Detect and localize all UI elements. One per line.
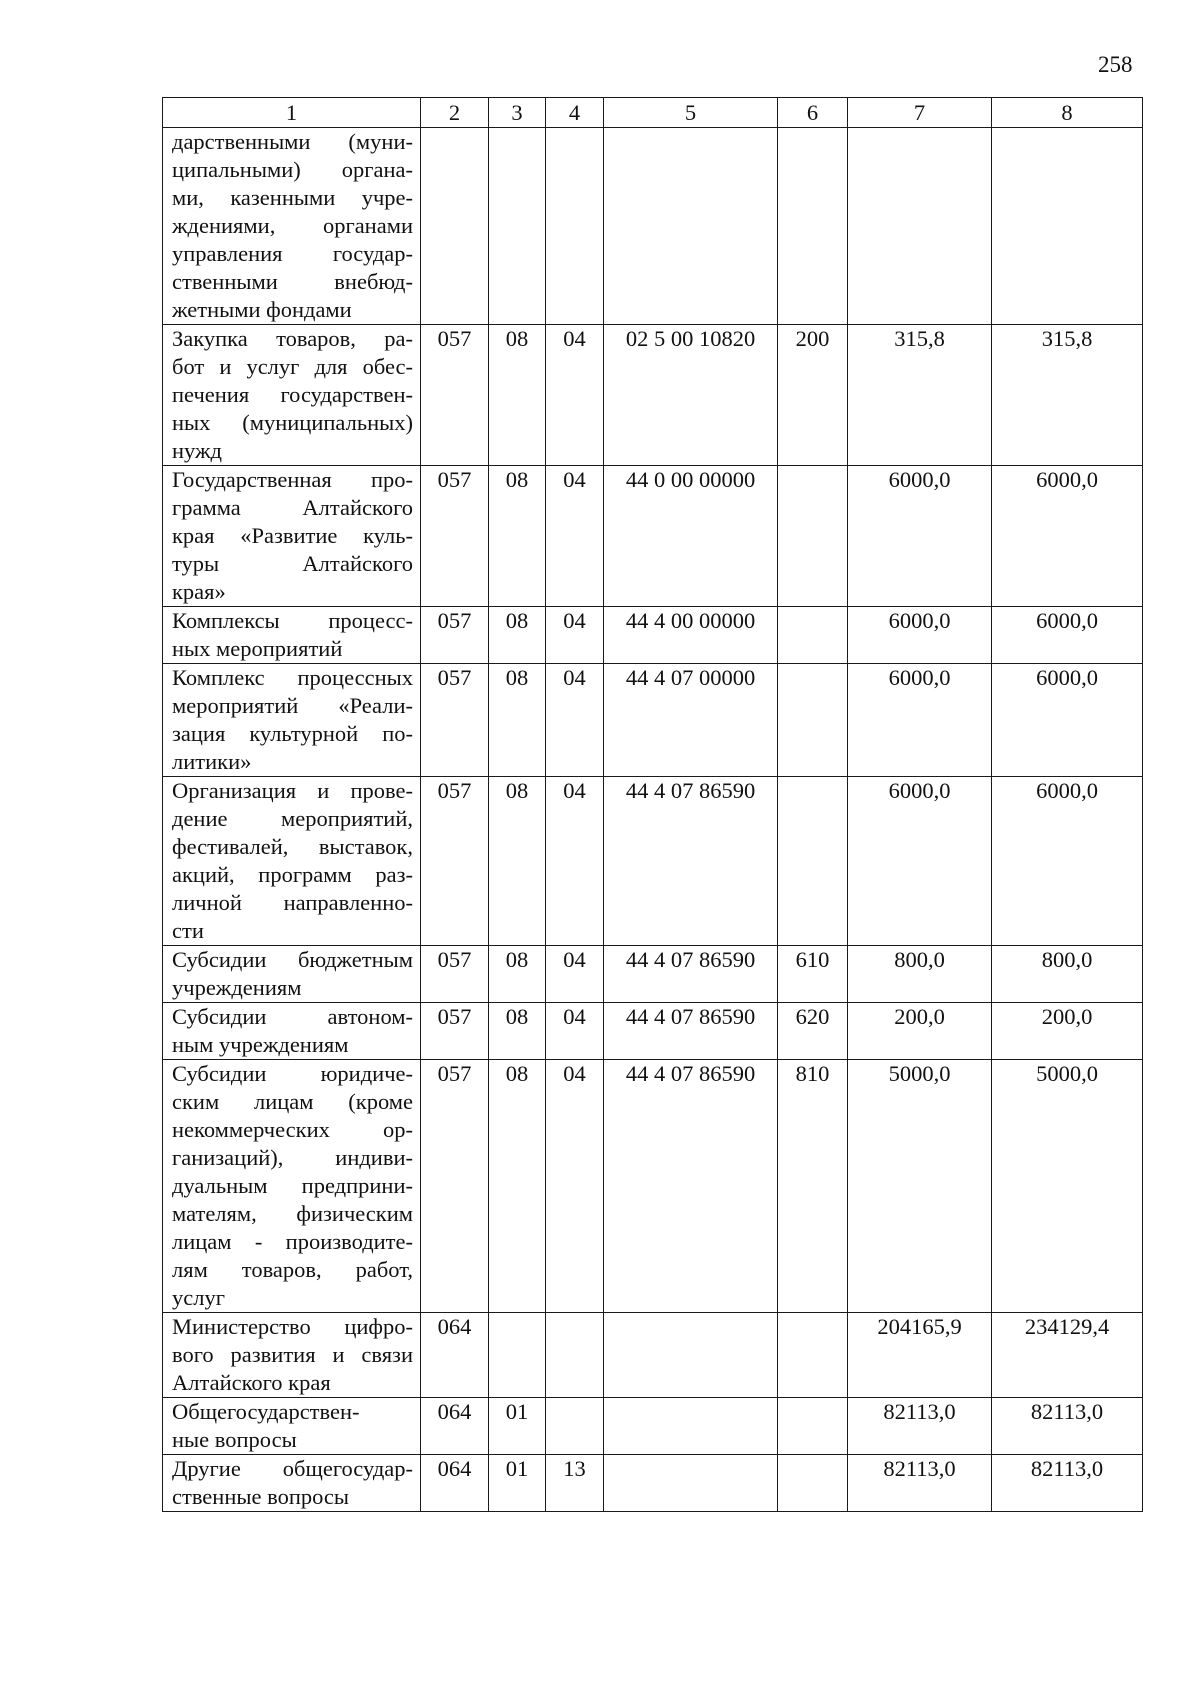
- cell-item-name: [163, 1060, 421, 1313]
- column-header: 2: [421, 98, 489, 128]
- cell-section: 01: [489, 1455, 546, 1512]
- item-name-line: услуг: [172, 1285, 225, 1310]
- cell-expense-type: 610: [778, 946, 848, 1003]
- header-row: [163, 98, 1143, 128]
- item-name-line: бот и услуг для обес-: [172, 354, 413, 379]
- cell-section: 08: [489, 466, 546, 607]
- table-row: [163, 1060, 1143, 1313]
- cell-expense-type: [778, 664, 848, 777]
- cell-section: 08: [489, 1060, 546, 1313]
- item-name-line: ных (муниципальных): [172, 410, 413, 435]
- cell-admin-code: 057: [421, 777, 489, 946]
- cell-admin-code: 064: [421, 1313, 489, 1398]
- cell-amount-year2: 315,8: [992, 325, 1143, 466]
- item-name-line: ственные вопросы: [172, 1484, 350, 1509]
- column-header: 6: [778, 98, 848, 128]
- column-header: 3: [489, 98, 546, 128]
- table-row: [163, 128, 1143, 325]
- cell-item-name: [163, 1455, 421, 1512]
- table-row: [163, 946, 1143, 1003]
- cell-target-article: 02 5 00 10820: [604, 325, 778, 466]
- cell-amount-year1: 204165,9: [848, 1313, 992, 1398]
- table-row: [163, 1398, 1143, 1455]
- cell-expense-type: 810: [778, 1060, 848, 1313]
- cell-subsection: 04: [546, 946, 604, 1003]
- item-name-line: Субсидии юридиче-: [172, 1061, 413, 1086]
- cell-expense-type: 620: [778, 1003, 848, 1060]
- cell-amount-year1: 6000,0: [848, 607, 992, 664]
- item-name-line: сти: [172, 918, 204, 943]
- item-name-line: нужд: [172, 438, 222, 463]
- table-row: [163, 607, 1143, 664]
- cell-amount-year2: 800,0: [992, 946, 1143, 1003]
- cell-subsection: 04: [546, 607, 604, 664]
- table-row: [163, 1313, 1143, 1398]
- table-row: [163, 664, 1143, 777]
- cell-amount-year2: 200,0: [992, 1003, 1143, 1060]
- cell-target-article: [604, 1398, 778, 1455]
- item-name-line: литики»: [172, 749, 252, 774]
- cell-item-name: [163, 1313, 421, 1398]
- item-name-line: ми, казенными учре-: [172, 185, 413, 210]
- cell-amount-year1: 6000,0: [848, 664, 992, 777]
- cell-amount-year2: 6000,0: [992, 607, 1143, 664]
- table-row: [163, 1003, 1143, 1060]
- cell-expense-type: [778, 1398, 848, 1455]
- cell-admin-code: 057: [421, 946, 489, 1003]
- cell-subsection: 04: [546, 1003, 604, 1060]
- cell-admin-code: 057: [421, 664, 489, 777]
- cell-amount-year2: 82113,0: [992, 1398, 1143, 1455]
- cell-subsection: 04: [546, 1060, 604, 1313]
- item-name-line: края»: [172, 579, 226, 604]
- cell-section: [489, 1313, 546, 1398]
- column-header: 8: [992, 98, 1143, 128]
- cell-section: 08: [489, 325, 546, 466]
- cell-item-name: [163, 946, 421, 1003]
- cell-amount-year2: 5000,0: [992, 1060, 1143, 1313]
- cell-item-name: [163, 1398, 421, 1455]
- cell-amount-year1: 6000,0: [848, 777, 992, 946]
- item-name-line: края «Развитие куль-: [172, 523, 413, 548]
- cell-section: 08: [489, 777, 546, 946]
- cell-subsection: 04: [546, 777, 604, 946]
- cell-section: 01: [489, 1398, 546, 1455]
- cell-item-name: [163, 325, 421, 466]
- cell-amount-year1: 82113,0: [848, 1455, 992, 1512]
- item-name-line: ные вопросы: [172, 1427, 297, 1452]
- cell-target-article: [604, 128, 778, 325]
- item-name-line: управления государ-: [172, 241, 413, 266]
- item-name-line: лицам - производите-: [172, 1229, 413, 1254]
- table-row: [163, 466, 1143, 607]
- cell-section: 08: [489, 946, 546, 1003]
- cell-target-article: 44 4 07 86590: [604, 946, 778, 1003]
- cell-admin-code: 057: [421, 607, 489, 664]
- item-name-line: ганизаций), индиви-: [172, 1145, 413, 1170]
- cell-expense-type: [778, 128, 848, 325]
- cell-item-name: [163, 777, 421, 946]
- cell-expense-type: [778, 1455, 848, 1512]
- item-name-line: учреждениям: [172, 975, 302, 1000]
- cell-amount-year2: 6000,0: [992, 777, 1143, 946]
- cell-target-article: [604, 1313, 778, 1398]
- cell-item-name: [163, 128, 421, 325]
- item-name-line: мателям, физическим: [172, 1201, 413, 1226]
- cell-amount-year1: 315,8: [848, 325, 992, 466]
- page-number: 258: [1098, 52, 1133, 77]
- cell-subsection: 04: [546, 325, 604, 466]
- item-name-line: дарственными (муни-: [172, 129, 413, 154]
- column-header: 5: [604, 98, 778, 128]
- item-name-line: Комплекс процессных: [172, 665, 413, 690]
- cell-amount-year1: 800,0: [848, 946, 992, 1003]
- item-name-line: дуальным предприни-: [172, 1173, 413, 1198]
- item-name-line: зация культурной по-: [172, 721, 413, 746]
- cell-subsection: 13: [546, 1455, 604, 1512]
- item-name-line: ных мероприятий: [172, 636, 343, 661]
- cell-amount-year2: [992, 128, 1143, 325]
- item-name-line: Субсидии автоном-: [172, 1004, 413, 1029]
- item-name-line: печения государствен-: [172, 382, 413, 407]
- item-name-line: туры Алтайского: [172, 551, 413, 576]
- cell-amount-year2: 6000,0: [992, 466, 1143, 607]
- cell-target-article: [604, 1455, 778, 1512]
- item-name-line: лям товаров, работ,: [172, 1257, 413, 1282]
- item-name-line: акций, программ раз-: [172, 862, 413, 887]
- cell-amount-year1: 6000,0: [848, 466, 992, 607]
- item-name-line: Организация и прове-: [172, 778, 413, 803]
- cell-subsection: [546, 128, 604, 325]
- cell-amount-year2: 82113,0: [992, 1455, 1143, 1512]
- item-name-line: грамма Алтайского: [172, 495, 413, 520]
- column-header: 7: [848, 98, 992, 128]
- cell-amount-year1: 82113,0: [848, 1398, 992, 1455]
- item-name-line: Министерство цифро-: [172, 1314, 413, 1339]
- cell-amount-year1: [848, 128, 992, 325]
- cell-section: 08: [489, 664, 546, 777]
- table-body: [163, 128, 1143, 1512]
- cell-amount-year2: 234129,4: [992, 1313, 1143, 1398]
- cell-item-name: [163, 607, 421, 664]
- cell-target-article: 44 4 07 86590: [604, 1003, 778, 1060]
- item-name-line: некоммерческих ор-: [172, 1117, 413, 1142]
- item-name-line: Комплексы процесс-: [172, 608, 413, 633]
- table-row: [163, 1455, 1143, 1512]
- item-name-line: мероприятий «Реали-: [172, 693, 413, 718]
- item-name-line: Государственная про-: [172, 467, 413, 492]
- cell-expense-type: [778, 466, 848, 607]
- column-header: 1: [163, 98, 421, 128]
- cell-subsection: [546, 1398, 604, 1455]
- item-name-line: дение мероприятий,: [172, 806, 413, 831]
- cell-item-name: [163, 1003, 421, 1060]
- cell-expense-type: [778, 777, 848, 946]
- cell-item-name: [163, 466, 421, 607]
- cell-target-article: 44 4 07 86590: [604, 777, 778, 946]
- item-name-line: ждениями, органами: [172, 213, 413, 238]
- cell-admin-code: 064: [421, 1398, 489, 1455]
- cell-admin-code: 057: [421, 466, 489, 607]
- column-header: 4: [546, 98, 604, 128]
- cell-expense-type: 200: [778, 325, 848, 466]
- cell-expense-type: [778, 1313, 848, 1398]
- table-row: [163, 777, 1143, 946]
- cell-item-name: [163, 664, 421, 777]
- cell-admin-code: 064: [421, 1455, 489, 1512]
- cell-section: 08: [489, 1003, 546, 1060]
- cell-target-article: 44 0 00 00000: [604, 466, 778, 607]
- item-name-line: ципальными) органа-: [172, 157, 413, 182]
- cell-subsection: 04: [546, 466, 604, 607]
- item-name-line: Закупка товаров, ра-: [172, 326, 413, 351]
- cell-amount-year2: 6000,0: [992, 664, 1143, 777]
- item-name-line: личной направленно-: [172, 890, 413, 915]
- item-name-line: ским лицам (кроме: [172, 1089, 413, 1114]
- item-name-line: Общегосударствен-: [172, 1399, 360, 1424]
- item-name-line: жетными фондами: [172, 297, 352, 322]
- cell-section: [489, 128, 546, 325]
- cell-target-article: 44 4 00 00000: [604, 607, 778, 664]
- cell-admin-code: 057: [421, 1060, 489, 1313]
- cell-admin-code: [421, 128, 489, 325]
- cell-subsection: [546, 1313, 604, 1398]
- cell-expense-type: [778, 607, 848, 664]
- item-name-line: ным учреждениям: [172, 1032, 349, 1057]
- cell-subsection: 04: [546, 664, 604, 777]
- cell-amount-year1: 200,0: [848, 1003, 992, 1060]
- cell-admin-code: 057: [421, 1003, 489, 1060]
- item-name-line: Субсидии бюджетным: [172, 947, 413, 972]
- cell-admin-code: 057: [421, 325, 489, 466]
- budget-table: [162, 97, 1143, 1512]
- cell-amount-year1: 5000,0: [848, 1060, 992, 1313]
- table-row: [163, 325, 1143, 466]
- cell-target-article: 44 4 07 00000: [604, 664, 778, 777]
- cell-target-article: 44 4 07 86590: [604, 1060, 778, 1313]
- item-name-line: Алтайского края: [172, 1370, 331, 1395]
- item-name-line: фестивалей, выставок,: [172, 834, 413, 859]
- item-name-line: вого развития и связи: [172, 1342, 413, 1367]
- item-name-line: ственными внебюд-: [172, 269, 413, 294]
- item-name-line: Другие общегосудар-: [172, 1456, 413, 1481]
- cell-section: 08: [489, 607, 546, 664]
